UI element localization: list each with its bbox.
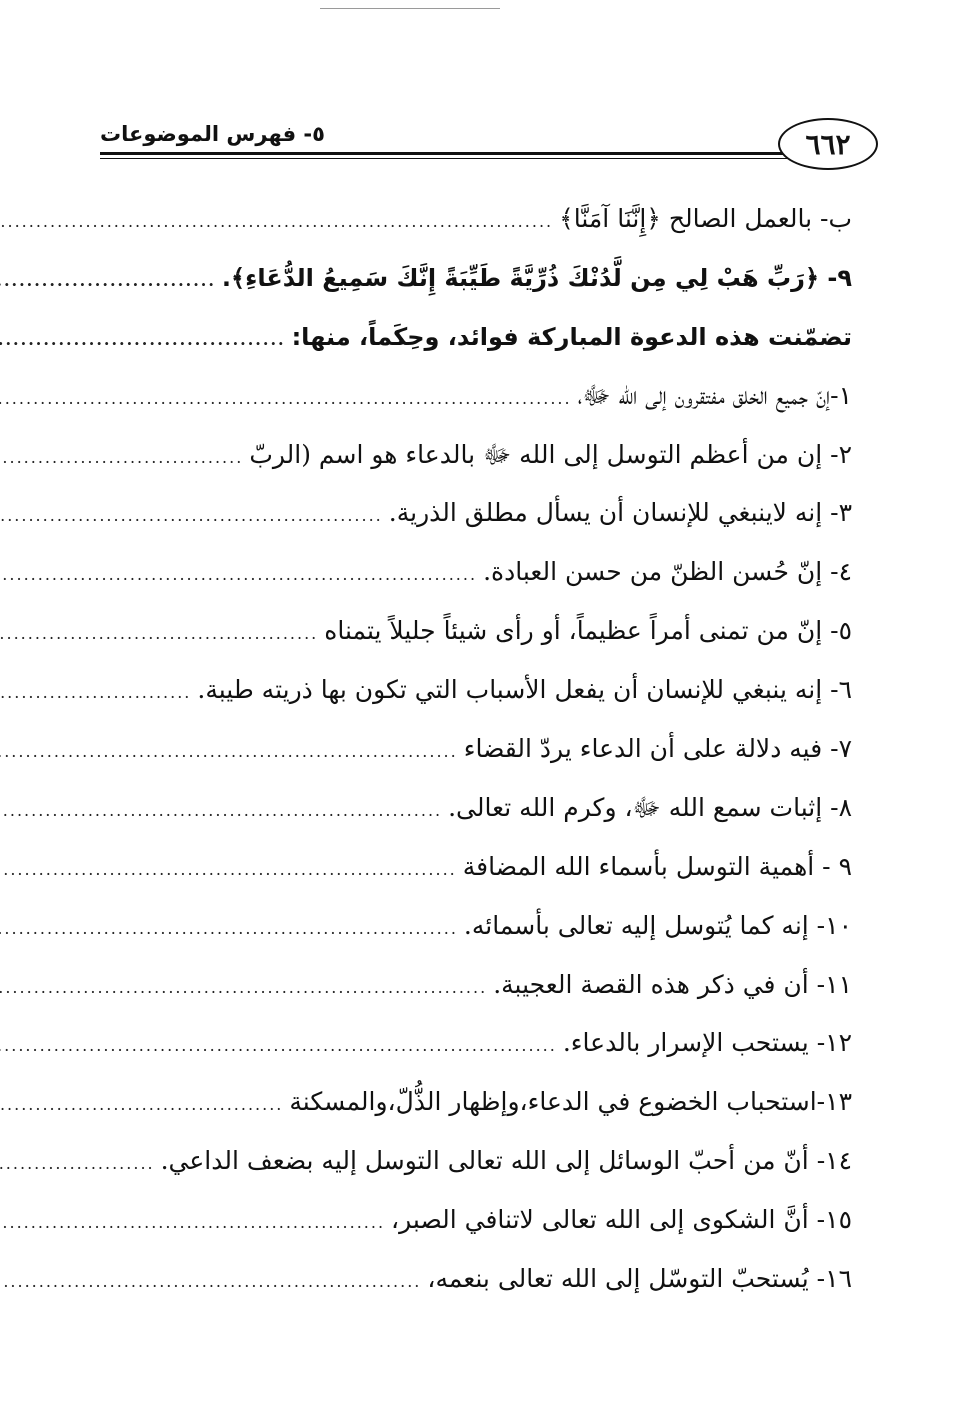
toc-entry (112, 956, 852, 1015)
toc-leader-dots (0, 546, 477, 605)
toc-leader-dots (0, 429, 243, 488)
toc-entry (112, 484, 852, 543)
toc-entry-title: ٨- إثبات سمع الله ﷻ، وكرم الله تعالى. (448, 792, 852, 822)
toc-leader-dots (0, 723, 458, 782)
page-number: ٦٦٢ (805, 127, 851, 161)
top-rule (320, 8, 500, 9)
toc-leader-dots (0, 782, 442, 841)
toc-entry-title: ٩- ﴿رَبِّ هَبْ لِي مِن لَّدُنْكَ ذُرِّيَّةً طَيِّبَةً إِنَّكَ سَمِيعُ الدُّعَاءِ﴾. (221, 263, 852, 292)
toc-leader-dots (0, 959, 487, 1018)
toc-entry-title: ١٢- يستحب الإسرار بالدعاء. (562, 1028, 852, 1058)
toc-leader-dots (0, 370, 572, 429)
toc-leader-dots (0, 841, 457, 900)
toc-entry-title: ١٣-استحباب الخضوع في الدعاء،وإظهار الذُّلّ،والمسكنة (289, 1087, 852, 1117)
toc-leader-dots (0, 1076, 283, 1135)
toc-entry (112, 308, 852, 367)
toc-entry (112, 897, 852, 956)
toc-entry-title: ٤- إنّ حُسن الظنّ من حسن العبادة. (483, 557, 852, 587)
toc-entry-title: ب- بالعمل الصالح ﴿إِنَّنَا آمَنَّا﴾ (559, 204, 852, 233)
toc-leader-dots (0, 605, 318, 664)
toc-entry (112, 779, 852, 838)
toc-entry (112, 249, 852, 308)
toc-leader-dots (0, 311, 286, 370)
table-of-contents (112, 190, 852, 1309)
toc-entry (112, 1191, 852, 1250)
page-number-oval (778, 118, 878, 170)
toc-entry-title: ٣- إنه لاينبغي للإنسان أن يسأل مطلق الذرية. (388, 498, 852, 528)
toc-entry-title: ١٠- إنه كما يُتوسل إليه تعالى بأسمائه. (463, 910, 852, 940)
toc-entry-title: تضمّنت هذه الدعوة المباركة فوائد، وحِكَماً، منها: (291, 322, 852, 351)
toc-entry-title: ١-إنّ جميع الخلق مفتقرون إلى الله ﷻ، (577, 380, 852, 410)
toc-entry-title: ٥- إنّ من تمنى أمراً عظيماً، أو رأى شيئاً جليلاً يتمناه (324, 616, 852, 646)
header-rule-thin (100, 158, 818, 159)
toc-leader-dots (0, 1135, 155, 1194)
toc-entry (112, 543, 852, 602)
toc-leader-dots (0, 487, 383, 546)
toc-entry (112, 1132, 852, 1191)
toc-entry (112, 661, 852, 720)
section-title: ٥- فهرس الموضوعات (100, 122, 325, 146)
page-header (100, 118, 878, 186)
toc-entry (112, 720, 852, 779)
toc-entry (112, 1014, 852, 1073)
toc-entry (112, 426, 852, 485)
toc-leader-dots (0, 193, 553, 252)
toc-leader-dots (0, 1253, 421, 1312)
toc-leader-dots (0, 900, 458, 959)
toc-entry-title: ١٦- يُستحبّ التوسّل إلى الله تعالى بنعمه، (427, 1264, 852, 1294)
toc-entry (112, 1250, 852, 1309)
toc-entry (112, 1073, 852, 1132)
header-rule-thick (100, 152, 818, 155)
toc-entry (112, 190, 852, 249)
toc-entry (112, 838, 852, 897)
toc-entry-title: ٧- فيه دلالة على أن الدعاء يردّ القضاء (463, 734, 852, 764)
toc-leader-dots (0, 664, 191, 723)
toc-entry-title: ١١- أن في ذكر هذه القصة العجيبة. (493, 969, 852, 999)
toc-leader-dots (0, 1017, 557, 1076)
toc-leader-dots (0, 1194, 385, 1253)
toc-entry (112, 602, 852, 661)
toc-entry (112, 367, 852, 426)
toc-entry-title: ١٥- أنَّ الشكوى إلى الله تعالى لاتنافي الصبر، (391, 1205, 852, 1235)
toc-entry-title: ٩ - أهمية التوسل بأسماء الله المضافة (462, 851, 852, 881)
toc-entry-title: ١٤- أنّ من أحبّ الوسائل إلى الله تعالى التوسل إليه بضعف الداعي. (160, 1146, 852, 1176)
toc-entry-title: ٢- إن من أعظم التوسل إلى الله ﷻ بالدعاء هو اسم (الربّ (249, 439, 852, 469)
toc-entry-title: ٦- إنه ينبغي للإنسان أن يفعل الأسباب التي تكون بها ذريته طيبة. (197, 675, 852, 705)
toc-leader-dots (0, 252, 216, 311)
